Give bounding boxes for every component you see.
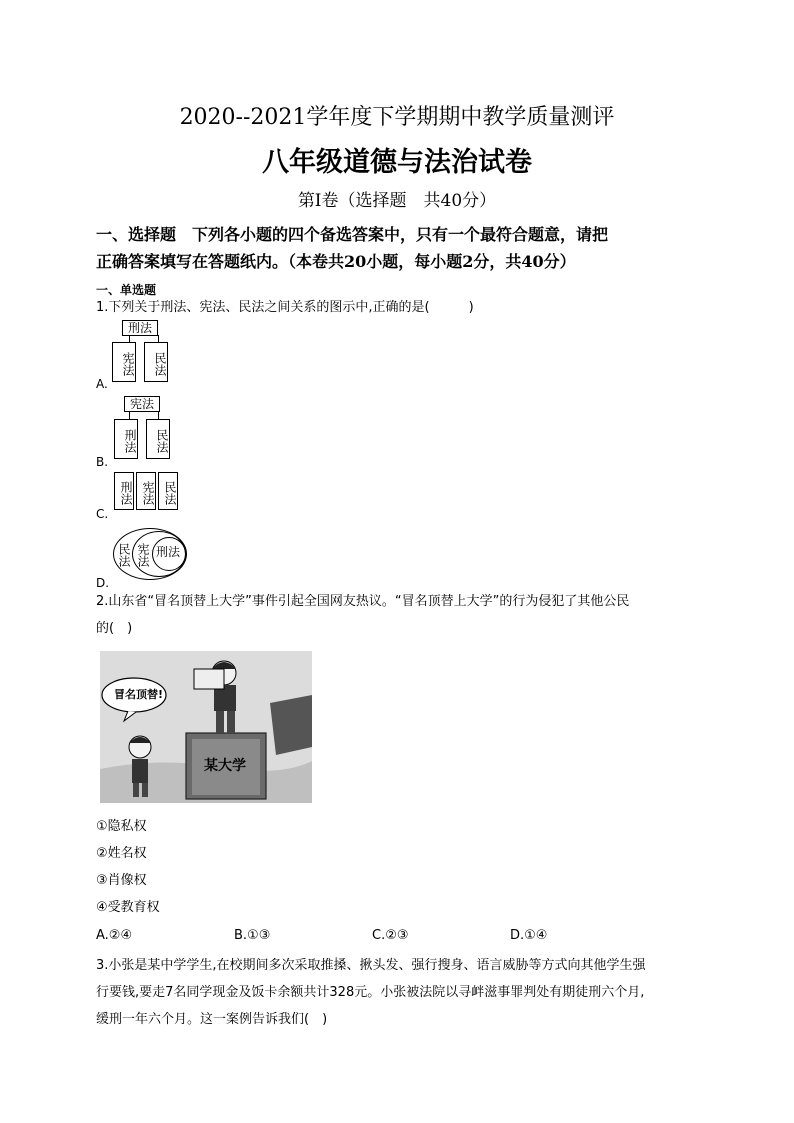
q3-stem-line1: 3.小张是某中学学生,在校期间多次采取推搡、揪头发、强行搜身、语言威胁等方式向其他学生强 xyxy=(96,958,646,973)
q1-d-middle-label: 宪法 xyxy=(136,543,150,567)
q1-option-b-letter: B. xyxy=(96,455,109,469)
q2-choice-b: B.①③ xyxy=(234,928,271,943)
q2-option-4: ④受教育权 xyxy=(96,900,160,915)
q1-option-a-diagram xyxy=(110,318,180,386)
instructions-line2: 正确答案填写在答题纸内。（本卷共20小题，每小题2分，共40分） xyxy=(96,252,576,271)
q2-option-1: ①隐私权 xyxy=(96,819,147,834)
section-label: 一、单选题 xyxy=(96,283,157,297)
q1-b-left-box: 刑法 xyxy=(114,419,138,459)
q1-a-right-box: 民法 xyxy=(144,342,168,382)
q1-a-left-box: 宪法 xyxy=(112,342,136,382)
q1-c-box-2: 宪法 xyxy=(136,472,156,510)
q2-stem-line2: 的( ) xyxy=(96,621,133,636)
q2-choice-d: D.①④ xyxy=(510,928,548,943)
q2-choice-c: C.②③ xyxy=(372,928,409,943)
q1-option-c-letter: C. xyxy=(96,507,109,521)
exam-part-title: 第Ⅰ卷（选择题 共40分） xyxy=(297,191,497,211)
q1-option-a-letter: A. xyxy=(96,377,108,391)
q1-stem: 1.下列关于刑法、宪法、民法之间关系的图示中,正确的是( ) xyxy=(96,300,474,315)
q1-c-box-3: 民法 xyxy=(158,472,178,510)
q1-a-top-box: 刑法 xyxy=(122,320,158,336)
exam-title-line1: 2020--2021学年度下学期期中教学质量测评 xyxy=(179,105,615,130)
q1-d-outer-label: 民法 xyxy=(117,543,131,567)
q1-b-right-box: 民法 xyxy=(146,419,170,459)
q2-option-3: ③肖像权 xyxy=(96,873,147,888)
q3-stem-line2: 行要钱,要走7名同学现金及饭卡余额共计328元。小张被法院以寻衅滋事罪判处有期徒刑六个月, xyxy=(96,985,645,1000)
q1-option-d-diagram xyxy=(112,527,190,581)
q2-stem-line1: 2.山东省“冒名顶替上大学”事件引起全国网友热议。“冒名顶替上大学”的行为侵犯了其他公民 xyxy=(96,594,630,609)
q1-option-d-letter: D. xyxy=(96,576,110,590)
q2-cartoon xyxy=(100,651,312,803)
q1-c-box-1: 刑法 xyxy=(114,472,134,510)
exam-title-line2: 八年级道德与法治试卷 xyxy=(262,147,532,178)
q1-b-top-box: 宪法 xyxy=(124,396,160,412)
q2-choice-a: A.②④ xyxy=(96,928,133,943)
instructions-line1: 一、选择题 下列各小题的四个备选答案中，只有一个最符合题意，请把 xyxy=(96,225,609,244)
q3-stem-line3: 缓刑一年六个月。这一案例告诉我们( ) xyxy=(96,1012,328,1027)
q1-option-b-diagram xyxy=(110,395,180,463)
q2-option-2: ②姓名权 xyxy=(96,846,147,861)
cartoon-book-label: 某大学 xyxy=(204,758,246,774)
q1-option-c-diagram xyxy=(114,472,184,514)
cartoon-bubble-text: 冒名顶替! xyxy=(114,688,164,701)
q1-d-inner-label: 刑法 xyxy=(155,545,180,559)
cartoon-illustration xyxy=(100,651,312,803)
